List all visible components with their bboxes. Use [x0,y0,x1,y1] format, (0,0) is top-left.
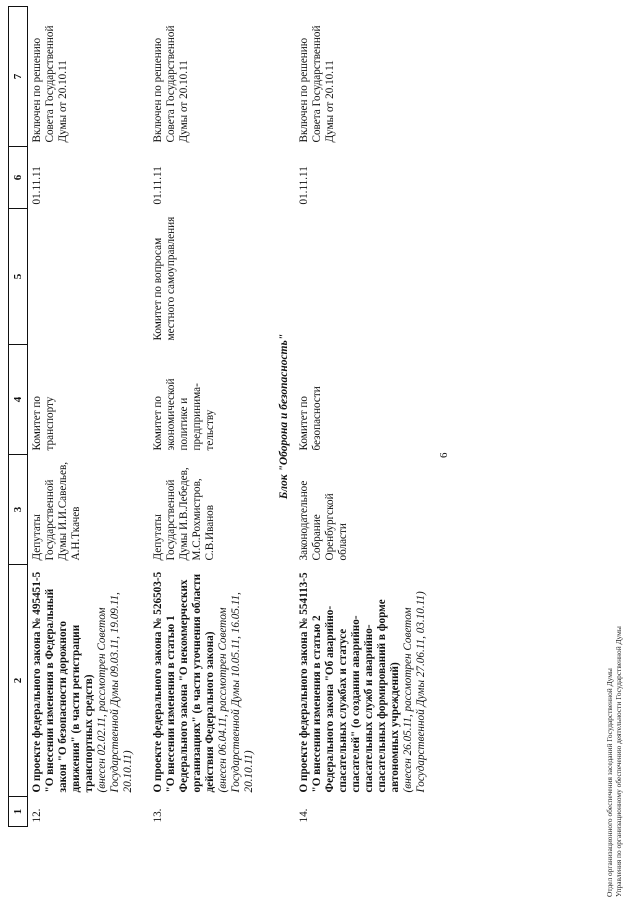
bill-note: (внесен 26.05.11, рассмотрен Советом Государственной Думы 27.06.11, 03.10.11) [402,591,427,793]
table-row [28,7,150,827]
table-header-row [9,7,28,827]
row-number: 14. [298,808,310,823]
status-cell: Включен по решению Совета Государственной Думы от 20.10.11 [31,25,69,143]
bill-cell [149,565,270,797]
bill-description: "О внесении изменения в статью 2 Федерального закона "Об аварийно-спасательных службах и статусе спасателей" (о создании аварийно-спасательных служб и аварийно-спасательных формирований в форме автономных учреждений) [311,599,401,793]
bill-description: "О внесении изменения в статью 1 Федерального закона "О некоммерческих организациях" (в части уточнения области действия Федерального закона) [165,573,216,793]
column-header: 2 [9,565,28,797]
date-cell: 01.11.11 [31,166,43,205]
bill-note: (внесен 02.02.11, рассмотрен Советом Государственной Думы 09.03.11, 19.09.11, 20.10.11) [96,592,134,793]
bill-note: (внесен 06.04.11, рассмотрен Советом Государственной Думы 10.05.11, 16.05.11, 20.10.11) [217,592,255,793]
block-title: Блок "Оборона и безопасность" [278,333,290,500]
initiator-cell: Депутаты Государственной Думы И.И.Савельев, А.Н.Ткачев [31,461,82,561]
row-number: 13. [152,808,164,823]
bill-description: "О внесении изменения в Федеральный закон "О безопасности дорожного движения" (в части регистрации транспортных средств) [44,588,95,793]
footer-line: Отдел организационного обеспечения заседаний Государственной Думы [605,668,614,897]
co-committee-cell [295,209,428,345]
date-cell: 01.11.11 [298,166,310,205]
bill-title: О проекте федерального закона № 554113-5 [298,572,310,793]
column-header: 1 [9,797,28,827]
date-cell: 01.11.11 [152,166,164,205]
co-committee-cell [28,209,150,345]
table-row [149,7,270,827]
committee-cell: Комитет по безопасности [298,386,323,451]
committee-cell: Комитет по экономической политике и предпринима-тельству [152,378,216,451]
table-row [295,7,428,827]
column-header: 3 [9,455,28,565]
column-header: 4 [9,345,28,455]
bill-title: О проекте федерального закона № 495451-5 [31,571,43,793]
row-number: 12. [31,808,43,823]
bill-cell [28,565,150,797]
column-header: 6 [9,147,28,209]
bill-cell [295,565,428,797]
committee-cell: Комитет по транспорту [31,396,56,451]
co-committee-cell: Комитет по вопросам местного самоуправления [152,216,177,341]
initiator-cell: Законодательное Собрание Оренбургской области [298,480,349,561]
column-header: 7 [9,7,28,147]
block-title-row [270,7,295,827]
bill-title: О проекте федерального закона № 526503-5 [152,571,164,793]
agenda-table [8,6,428,827]
status-cell: Включен по решению Совета Государственной Думы от 20.10.11 [152,25,190,143]
initiator-cell: Депутаты Государственной Думы И.В.Лебедев, М.С.Рохмистров, С.В.Иванов [152,467,216,561]
status-cell: Включен по решению Совета Государственной Думы от 20.10.11 [298,25,336,143]
footer-line: Управления по организационному обеспечению деятельности Государственной Думы [614,626,623,897]
page-footer [605,626,623,897]
column-header: 5 [9,209,28,345]
page-number: 6 [438,452,450,458]
